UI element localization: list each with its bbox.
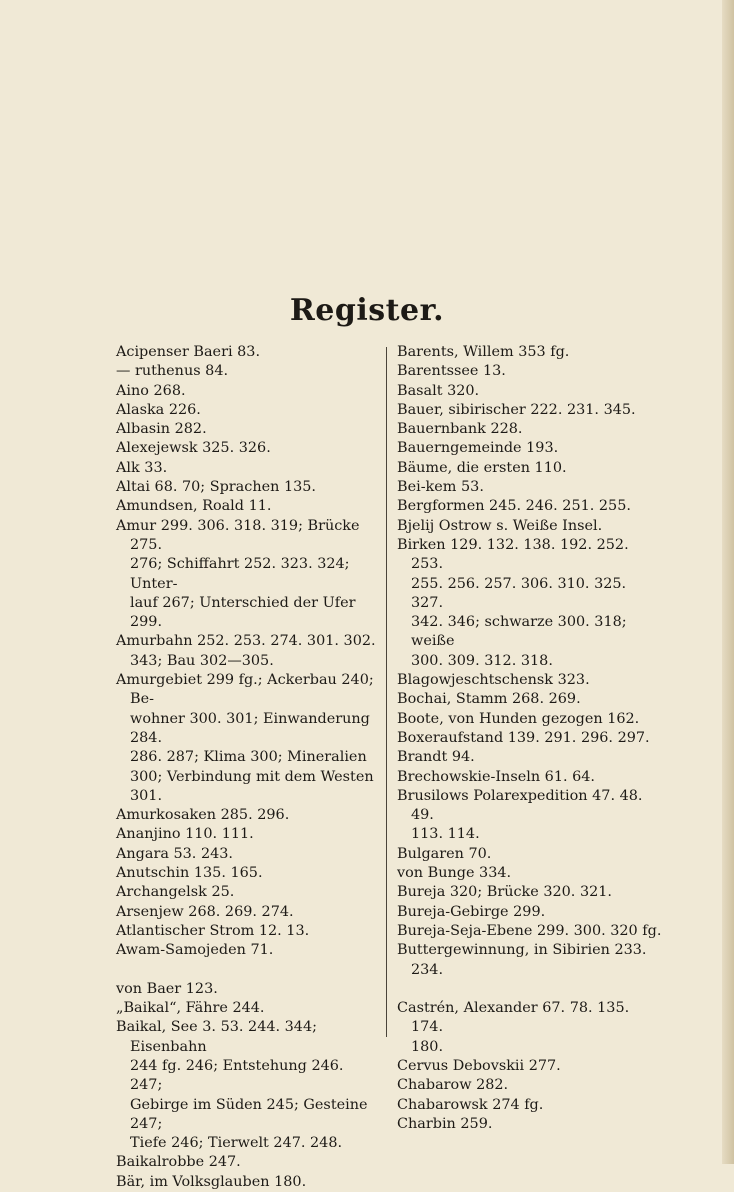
index-entry: Bureja-Gebirge 299. <box>397 903 546 920</box>
index-entry: Acipenser Baeri 83. <box>116 344 261 360</box>
index-entry: Charbin 259. <box>397 1115 493 1132</box>
index-entry: Barents, Willem 353 fg. <box>397 344 570 360</box>
index-entry: Boote, von Hunden gezogen 162. <box>397 710 640 727</box>
index-entry: Brechowskie-Inseln 61. 64. <box>397 768 596 785</box>
index-entry: Castrén, Alexander 67. 78. 135. 174. 180. <box>397 1000 630 1055</box>
index-entry: Cervus Debovskii 277. <box>397 1057 561 1074</box>
index-entry: Boxeraufstand 139. 291. 296. 297. <box>397 729 650 746</box>
page-title: Register. <box>289 293 445 328</box>
index-entry: Bär, im Volksglauben 180. <box>116 1173 307 1190</box>
index-entry: Altai 68. 70; Sprachen 135. <box>116 479 316 496</box>
index-entry: Barentssee 13. <box>397 363 506 380</box>
index-entry: Baikalrobbe 247. <box>116 1154 241 1171</box>
index-entry: Birken 129. 132. 138. 192. 252. 253. 255. 256. 257. 306. 310. 325. 327. 342. 346; schwarze 300. 318; weiße 300. 309. 312. 318. <box>397 536 629 669</box>
index-column-right <box>397 343 662 1134</box>
index-entry: „Baikal“, Fähre 244. <box>116 1000 265 1017</box>
index-entry: Arsenjew 268. 269. 274. <box>116 903 294 920</box>
index-entry: Bauernbank 228. <box>397 421 523 438</box>
index-entry: Bauer, sibirischer 222. 231. 345. <box>397 401 636 418</box>
index-entry: Bureja-Seja-Ebene 299. 300. 320 fg. <box>397 922 662 939</box>
index-entry: Bei-kem 53. <box>397 479 484 496</box>
index-entry: Chabarow 282. <box>397 1077 509 1094</box>
index-entry: Bureja 320; Brücke 320. 321. <box>397 884 612 901</box>
index-entry: Amundsen, Roald 11. <box>116 498 272 515</box>
index-entry: — ruthenus 84. <box>116 363 229 380</box>
index-entry: Bochai, Stamm 268. 269. <box>397 691 581 708</box>
index-entry: Amurbahn 252. 253. 274. 301. 302. 343; Bau 302—305. <box>116 633 376 669</box>
index-entry: Buttergewinnung, in Sibirien 233. 234. <box>397 942 647 978</box>
index-entry: Basalt 320. <box>397 382 480 399</box>
index-entry: Bjelij Ostrow s. Weiße Insel. <box>397 517 603 534</box>
index-entry: Bauerngemeinde 193. <box>397 440 559 457</box>
index-entry: Amur 299. 306. 318. 319; Brücke 275. 276; Schiffahrt 252. 323. 324; Unter- lauf 267; Unterschied der Ufer 299. <box>116 517 360 631</box>
index-entry: Amurgebiet 299 fg.; Ackerbau 240; Be- wohner 300. 301; Einwanderung 284. 286. 287; Klima 300; Mineralien 300; Verbindung mit dem Westen 301. <box>116 672 374 804</box>
index-entry: Brusilows Polarexpedition 47. 48. 49. 113. 114. <box>397 787 643 843</box>
index-entry: Chabarowsk 274 fg. <box>397 1096 544 1113</box>
index-entry: Albasin 282. <box>116 421 207 438</box>
column-divider <box>386 347 387 1037</box>
index-entry: Bäume, die ersten 110. <box>397 459 567 476</box>
index-entry: Baikal, See 3. 53. 244. 344; Eisenbahn 244 fg. 246; Entstehung 246. 247; Gebirge im Süden 245; Gesteine 247; Tiefe 246; Tierwelt 247. 248. <box>116 1019 368 1152</box>
page-edge <box>722 0 734 1164</box>
index-column-left <box>116 343 378 1192</box>
index-entry: Alexejewsk 325. 326. <box>116 440 271 457</box>
index-entry: Bulgaren 70. <box>397 845 492 862</box>
index-entry: Ananjino 110. 111. <box>116 826 254 843</box>
index-entry: Blagowjeschtschensk 323. <box>397 672 590 689</box>
index-entry: Alk 33. <box>116 459 168 476</box>
index-entry: Brandt 94. <box>397 749 475 766</box>
index-entry: Aino 268. <box>116 382 186 399</box>
index-entry: Atlantischer Strom 12. 13. <box>116 922 310 939</box>
index-entry: Archangelsk 25. <box>116 884 235 901</box>
index-entry: Alaska 226. <box>116 401 201 418</box>
index-entry: Amurkosaken 285. 296. <box>116 807 290 824</box>
index-entry: Angara 53. 243. <box>116 845 233 862</box>
index-entry: von Baer 123. <box>116 980 218 997</box>
index-entry: von Bunge 334. <box>397 865 512 882</box>
index-entry: Anutschin 135. 165. <box>116 865 263 882</box>
index-entry: Bergformen 245. 246. 251. 255. <box>397 498 631 515</box>
index-entry: Awam-Samojeden 71. <box>116 942 274 959</box>
